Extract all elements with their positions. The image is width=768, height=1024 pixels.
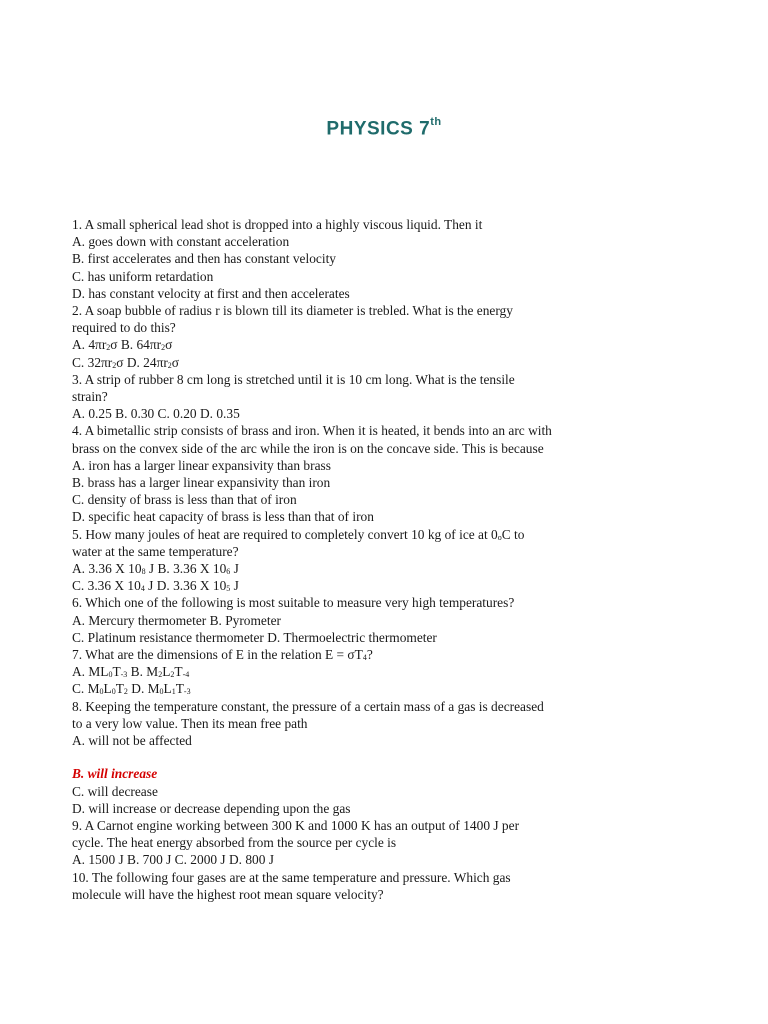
- option-4a: A. iron has a larger linear expansivity than brass: [72, 457, 331, 473]
- page-title: PHYSICS 7th: [326, 116, 442, 140]
- title-superscript: th: [430, 116, 442, 128]
- options-3: A. 0.25 B. 0.30 C. 0.20 D. 0.35: [72, 406, 240, 422]
- question-2-cont: required to do this?: [72, 320, 176, 336]
- question-4: 4. A bimetallic strip consists of brass and iron. When it is heated, it bends into an arc with: [72, 423, 552, 439]
- spacer: [72, 749, 632, 765]
- option-8d: D. will increase or decrease depending upon the gas: [72, 800, 351, 816]
- option-4c: C. density of brass is less than that of iron: [72, 492, 297, 508]
- question-5-cont: water at the same temperature?: [72, 543, 239, 559]
- question-8-cont: to a very low value. Then its mean free path: [72, 715, 308, 731]
- option-8a: A. will not be affected: [72, 733, 192, 749]
- option-1c: C. has uniform retardation: [72, 268, 214, 284]
- options-2ab: A. $4\pi r_2\sigma$ B. $64\pi r_2\sigma$: [72, 337, 173, 353]
- question-3: 3. A strip of rubber 8 cm long is stretched until it is 10 cm long. What is the tensile: [72, 371, 515, 387]
- option-4b: B. brass has a larger linear expansivity than iron: [72, 475, 331, 491]
- question-7: 7. What are the dimensions of E in the relation $E = \sigma T_4$?: [72, 647, 373, 663]
- answer-highlight: B. will increase: [72, 766, 158, 782]
- options-6ab: A. Mercury thermometer B. Pyrometer: [72, 612, 281, 628]
- option-1b: B. first accelerates and then has constant velocity: [72, 251, 336, 267]
- question-2: 2. A soap bubble of radius r is blown till its diameter is trebled. What is the energy: [72, 303, 513, 319]
- option-1d: D. has constant velocity at first and then accelerates: [72, 285, 350, 301]
- options-5ab: A. 3.36 X $10_8$ J B. 3.36 X $10_6$ J: [72, 561, 239, 577]
- question-list: [72, 216, 632, 903]
- options-6cd: C. Platinum resistance thermometer D. Thermoelectric thermometer: [72, 629, 437, 645]
- options-7ab: A. $ML_0T_{-3}$ B. $M_2L_2T_{-4}$: [72, 664, 190, 680]
- option-1a: A. goes down with constant acceleration: [72, 234, 290, 250]
- options-7cd: C. $M_0L_0T_2$ D. $M_0L_1T_{-3}$: [72, 681, 191, 697]
- options-5cd: C. 3.36 X $10_4$ J D. 3.36 X $10_5$ J: [72, 578, 239, 594]
- question-3-cont: strain?: [72, 389, 108, 405]
- question-6: 6. Which one of the following is most suitable to measure very high temperatures?: [72, 595, 515, 611]
- question-9: 9. A Carnot engine working between 300 K and 1000 K has an output of 1400 J per: [72, 817, 520, 833]
- question-8: 8. Keeping the temperature constant, the pressure of a certain mass of a gas is decreased: [72, 698, 544, 714]
- question-10-cont: molecule will have the highest root mean square velocity?: [72, 886, 384, 902]
- question-5: 5. How many joules of heat are required to completely convert 10 kg of ice at $0_oC$ to: [72, 526, 525, 542]
- question-1: 1. A small spherical lead shot is dropped into a highly viscous liquid. Then it: [72, 217, 483, 232]
- question-4-cont: brass on the convex side of the arc while the iron is on the concave side. This is because: [72, 440, 544, 456]
- option-4d: D. specific heat capacity of brass is less than that of iron: [72, 509, 374, 525]
- question-10: 10. The following four gases are at the same temperature and pressure. Which gas: [72, 869, 511, 885]
- option-8c: C. will decrease: [72, 783, 158, 799]
- question-9-cont: cycle. The heat energy absorbed from the source per cycle is: [72, 835, 397, 851]
- options-9: A. 1500 J B. 700 J C. 2000 J D. 800 J: [72, 852, 274, 868]
- options-2cd: C. $32\pi r_2\sigma$ D. $24\pi r_2\sigma$: [72, 354, 180, 370]
